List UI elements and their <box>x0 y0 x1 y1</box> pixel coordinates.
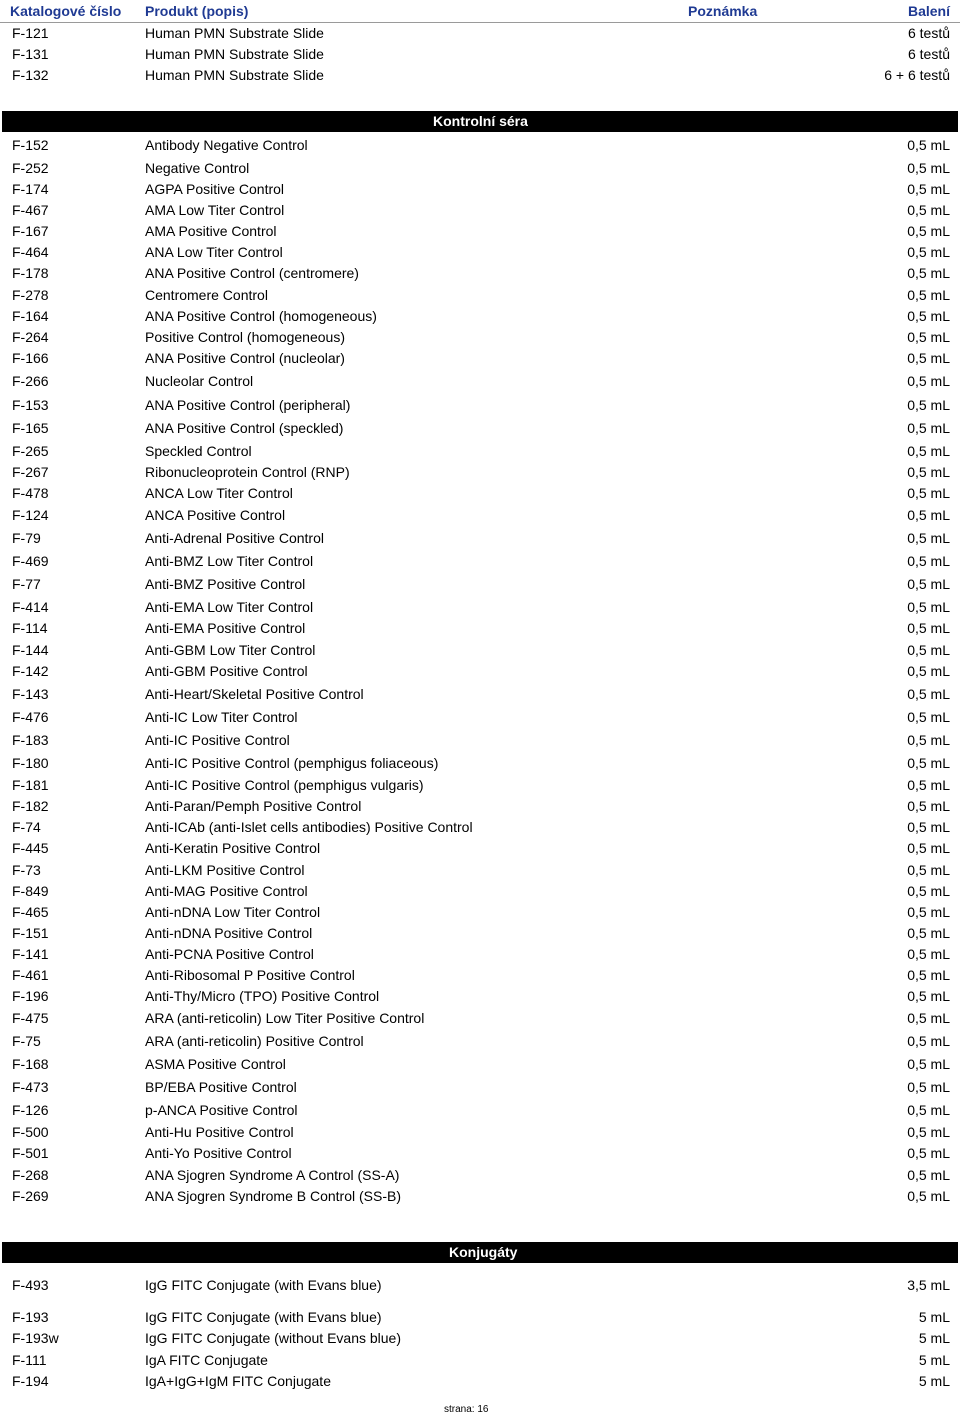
product-pack: 0,5 mL <box>907 777 950 793</box>
table-row <box>0 597 960 618</box>
product-code: F-75 <box>12 1033 41 1049</box>
product-code: F-181 <box>12 777 49 793</box>
product-pack: 0,5 mL <box>907 265 950 281</box>
product-name: ANA Positive Control (centromere) <box>145 265 359 281</box>
product-name: Anti-Yo Positive Control <box>145 1145 292 1161</box>
product-name: Anti-Hu Positive Control <box>145 1124 294 1140</box>
product-code: F-445 <box>12 840 49 856</box>
product-code: F-194 <box>12 1373 49 1389</box>
product-pack: 0,5 mL <box>907 883 950 899</box>
product-code: F-849 <box>12 883 49 899</box>
product-code: F-167 <box>12 223 49 239</box>
product-code: F-476 <box>12 709 49 725</box>
table-row <box>0 902 960 923</box>
product-code: F-180 <box>12 755 49 771</box>
table-row <box>0 684 960 705</box>
table-row <box>0 1077 960 1098</box>
table-row <box>0 986 960 1007</box>
product-name: ANCA Positive Control <box>145 507 286 523</box>
product-name: AGPA Positive Control <box>145 181 285 197</box>
product-code: F-165 <box>12 420 49 436</box>
table-row <box>0 1307 960 1328</box>
table-row <box>0 371 960 392</box>
product-pack: 0,5 mL <box>907 329 950 345</box>
product-code: F-168 <box>12 1056 49 1072</box>
table-row <box>0 1008 960 1029</box>
table-row <box>0 505 960 526</box>
product-name: Anti-IC Positive Control (pemphigus foliaceous) <box>145 755 439 771</box>
product-pack: 0,5 mL <box>907 686 950 702</box>
product-name: Anti-Paran/Pemph Positive Control <box>145 798 362 814</box>
product-pack: 0,5 mL <box>907 663 950 679</box>
table-row <box>0 965 960 986</box>
product-code: F-114 <box>12 620 48 636</box>
product-code: F-414 <box>12 599 49 615</box>
product-name: Anti-PCNA Positive Control <box>145 946 314 962</box>
product-pack: 0,5 mL <box>907 709 950 725</box>
product-pack: 0,5 mL <box>907 755 950 771</box>
product-pack: 0,5 mL <box>907 1102 950 1118</box>
product-pack: 6 testů <box>907 25 950 41</box>
table-row <box>0 242 960 263</box>
product-code: F-166 <box>12 350 49 366</box>
product-pack: 5 mL <box>918 1352 950 1368</box>
table-header <box>0 0 960 23</box>
table-row <box>0 1371 960 1392</box>
product-code: F-141 <box>12 946 49 962</box>
product-code: F-465 <box>12 904 49 920</box>
product-name: Anti-MAG Positive Control <box>145 883 308 899</box>
table-row <box>0 179 960 200</box>
product-name: ANCA Low Titer Control <box>145 485 293 501</box>
table-row <box>0 640 960 661</box>
product-name: Anti-Heart/Skeletal Positive Control <box>145 686 364 702</box>
table-row <box>0 327 960 348</box>
product-code: F-152 <box>12 137 49 153</box>
product-code: F-196 <box>12 988 49 1004</box>
header-pack: Balení <box>907 3 950 19</box>
product-code: F-264 <box>12 329 49 345</box>
table-row <box>0 263 960 284</box>
table-row <box>0 775 960 796</box>
product-code: F-164 <box>12 308 49 324</box>
product-name: Anti-EMA Positive Control <box>145 620 306 636</box>
product-pack: 0,5 mL <box>907 967 950 983</box>
product-code: F-267 <box>12 464 49 480</box>
product-name: Anti-BMZ Low Titer Control <box>145 553 314 569</box>
product-code: F-111 <box>12 1352 47 1368</box>
product-name: Ribonucleoprotein Control (RNP) <box>145 464 350 480</box>
product-pack: 0,5 mL <box>907 350 950 366</box>
product-pack: 0,5 mL <box>907 181 950 197</box>
table-row <box>0 221 960 242</box>
product-code: F-252 <box>12 160 49 176</box>
product-name: Anti-IC Low Titer Control <box>145 709 298 725</box>
header-product: Produkt (popis) <box>145 3 249 19</box>
table-row <box>0 285 960 306</box>
table-row <box>0 796 960 817</box>
table-row <box>0 528 960 549</box>
product-code: F-473 <box>12 1079 49 1095</box>
product-name: Anti-BMZ Positive Control <box>145 576 306 592</box>
table-row <box>0 1350 960 1371</box>
header-catalog: Katalogové číslo <box>10 3 122 19</box>
product-code: F-77 <box>12 576 41 592</box>
product-code: F-79 <box>12 530 41 546</box>
product-name: Anti-GBM Low Titer Control <box>145 642 316 658</box>
product-pack: 0,5 mL <box>907 1033 950 1049</box>
product-name: Anti-IC Positive Control <box>145 732 290 748</box>
product-name: ANA Positive Control (nucleolar) <box>145 350 345 366</box>
product-name: Centromere Control <box>145 287 268 303</box>
product-code: F-121 <box>12 25 49 41</box>
product-pack: 3,5 mL <box>907 1277 950 1293</box>
product-name: ANA Sjogren Syndrome A Control (SS-A) <box>145 1167 400 1183</box>
product-name: Human PMN Substrate Slide <box>145 67 324 83</box>
section-title: Kontrolní séra <box>433 113 528 129</box>
product-pack: 5 mL <box>918 1330 950 1346</box>
product-name: p-ANCA Positive Control <box>145 1102 298 1118</box>
product-pack: 0,5 mL <box>907 1056 950 1072</box>
product-code: F-182 <box>12 798 49 814</box>
table-row <box>0 551 960 572</box>
product-code: F-500 <box>12 1124 49 1140</box>
table-row <box>0 661 960 682</box>
section-title: Konjugáty <box>449 1244 518 1260</box>
table-row <box>0 1275 960 1296</box>
table-row <box>0 618 960 639</box>
product-name: IgG FITC Conjugate (with Evans blue) <box>145 1277 382 1293</box>
product-pack: 0,5 mL <box>907 223 950 239</box>
product-name: Anti-LKM Positive Control <box>145 862 305 878</box>
product-code: F-151 <box>12 925 49 941</box>
table-row <box>0 574 960 595</box>
product-name: ASMA Positive Control <box>145 1056 286 1072</box>
table-row <box>0 881 960 902</box>
table-row <box>0 158 960 179</box>
table-row <box>0 462 960 483</box>
product-name: IgG FITC Conjugate (without Evans blue) <box>145 1330 402 1346</box>
product-code: F-73 <box>12 862 41 878</box>
product-pack: 6 + 6 testů <box>884 67 950 83</box>
product-pack: 0,5 mL <box>907 1124 950 1140</box>
product-name: IgA FITC Conjugate <box>145 1352 268 1368</box>
table-row <box>0 306 960 327</box>
product-code: F-183 <box>12 732 49 748</box>
product-pack: 0,5 mL <box>907 946 950 962</box>
product-pack: 0,5 mL <box>907 988 950 1004</box>
product-name: Anti-Ribosomal P Positive Control <box>145 967 355 983</box>
product-pack: 0,5 mL <box>907 160 950 176</box>
product-name: Anti-nDNA Positive Control <box>145 925 313 941</box>
product-name: Human PMN Substrate Slide <box>145 46 324 62</box>
header-note: Poznámka <box>688 3 758 19</box>
product-pack: 0,5 mL <box>907 464 950 480</box>
product-name: Positive Control (homogeneous) <box>145 329 345 345</box>
table-row <box>0 1165 960 1186</box>
product-pack: 0,5 mL <box>907 642 950 658</box>
product-code: F-469 <box>12 553 49 569</box>
product-pack: 0,5 mL <box>907 1079 950 1095</box>
product-code: F-74 <box>12 819 41 835</box>
section-conjugates <box>2 1242 958 1263</box>
table-row <box>0 1143 960 1164</box>
product-code: F-193w <box>12 1330 59 1346</box>
product-pack: 0,5 mL <box>907 443 950 459</box>
product-pack: 0,5 mL <box>907 798 950 814</box>
product-name: Anti-ICAb (anti-Islet cells antibodies) Positive Control <box>145 819 473 835</box>
product-pack: 0,5 mL <box>907 1188 950 1204</box>
product-name: Nucleolar Control <box>145 373 254 389</box>
product-code: F-126 <box>12 1102 49 1118</box>
table-row <box>0 348 960 369</box>
product-code: F-268 <box>12 1167 49 1183</box>
product-code: F-142 <box>12 663 49 679</box>
product-name: IgG FITC Conjugate (with Evans blue) <box>145 1309 382 1325</box>
product-name: Anti-Thy/Micro (TPO) Positive Control <box>145 988 380 1004</box>
product-name: ARA (anti-reticolin) Low Titer Positive Control <box>145 1010 425 1026</box>
table-row <box>0 923 960 944</box>
product-name: ARA (anti-reticolin) Positive Control <box>145 1033 364 1049</box>
product-name: ANA Positive Control (peripheral) <box>145 397 351 413</box>
product-code: F-193 <box>12 1309 49 1325</box>
table-row <box>0 200 960 221</box>
product-name: ANA Sjogren Syndrome B Control (SS-B) <box>145 1188 401 1204</box>
table-row <box>0 1122 960 1143</box>
product-pack: 0,5 mL <box>907 732 950 748</box>
product-code: F-475 <box>12 1010 49 1026</box>
product-pack: 0,5 mL <box>907 287 950 303</box>
product-code: F-269 <box>12 1188 49 1204</box>
product-code: F-124 <box>12 507 49 523</box>
product-name: Negative Control <box>145 160 250 176</box>
product-name: Anti-Keratin Positive Control <box>145 840 321 856</box>
product-code: F-131 <box>12 46 49 62</box>
table-row <box>0 483 960 504</box>
table-row <box>0 1328 960 1349</box>
product-name: ANA Positive Control (homogeneous) <box>145 308 377 324</box>
table-row <box>0 730 960 751</box>
table-row <box>0 1100 960 1121</box>
product-pack: 0,5 mL <box>907 373 950 389</box>
table-row <box>0 44 960 65</box>
product-name: Human PMN Substrate Slide <box>145 25 324 41</box>
product-code: F-132 <box>12 67 49 83</box>
table-row <box>0 817 960 838</box>
table-row <box>0 65 960 86</box>
product-name: IgA+IgG+IgM FITC Conjugate <box>145 1373 331 1389</box>
product-pack: 0,5 mL <box>907 925 950 941</box>
product-pack: 0,5 mL <box>907 202 950 218</box>
table-row <box>0 23 960 44</box>
section-control-sera <box>2 111 958 132</box>
product-pack: 0,5 mL <box>907 485 950 501</box>
product-name: Anti-IC Positive Control (pemphigus vulgaris) <box>145 777 424 793</box>
product-name: Anti-GBM Positive Control <box>145 663 308 679</box>
product-name: BP/EBA Positive Control <box>145 1079 297 1095</box>
table-row <box>0 1054 960 1075</box>
product-pack: 6 testů <box>907 46 950 62</box>
page-number: strana: 16 <box>444 1404 489 1415</box>
table-row <box>0 838 960 859</box>
product-pack: 5 mL <box>918 1309 950 1325</box>
product-pack: 0,5 mL <box>907 620 950 636</box>
product-code: F-278 <box>12 287 49 303</box>
product-pack: 0,5 mL <box>907 420 950 436</box>
product-code: F-467 <box>12 202 49 218</box>
product-code: F-174 <box>12 181 49 197</box>
product-pack: 0,5 mL <box>907 840 950 856</box>
product-name: Anti-EMA Low Titer Control <box>145 599 314 615</box>
product-code: F-144 <box>12 642 49 658</box>
product-code: F-493 <box>12 1277 49 1293</box>
product-name: ANA Low Titer Control <box>145 244 283 260</box>
product-pack: 0,5 mL <box>907 397 950 413</box>
table-row <box>0 135 960 156</box>
product-code: F-143 <box>12 686 49 702</box>
product-name: ANA Positive Control (speckled) <box>145 420 344 436</box>
product-pack: 5 mL <box>918 1373 950 1389</box>
product-pack: 0,5 mL <box>907 1145 950 1161</box>
product-name: Speckled Control <box>145 443 252 459</box>
product-code: F-478 <box>12 485 49 501</box>
product-pack: 0,5 mL <box>907 530 950 546</box>
product-pack: 0,5 mL <box>907 308 950 324</box>
product-pack: 0,5 mL <box>907 1167 950 1183</box>
product-code: F-461 <box>12 967 49 983</box>
product-pack: 0,5 mL <box>907 137 950 153</box>
product-name: Antibody Negative Control <box>145 137 308 153</box>
product-code: F-501 <box>12 1145 49 1161</box>
product-pack: 0,5 mL <box>907 904 950 920</box>
table-row <box>0 860 960 881</box>
product-name: Anti-Adrenal Positive Control <box>145 530 324 546</box>
product-code: F-178 <box>12 265 49 281</box>
table-row <box>0 418 960 439</box>
table-row <box>0 395 960 416</box>
product-pack: 0,5 mL <box>907 862 950 878</box>
table-row <box>0 1186 960 1207</box>
table-row <box>0 753 960 774</box>
table-row <box>0 441 960 462</box>
product-pack: 0,5 mL <box>907 576 950 592</box>
product-pack: 0,5 mL <box>907 819 950 835</box>
product-code: F-265 <box>12 443 49 459</box>
product-code: F-464 <box>12 244 49 260</box>
product-name: AMA Low Titer Control <box>145 202 285 218</box>
product-code: F-153 <box>12 397 49 413</box>
table-row <box>0 944 960 965</box>
product-pack: 0,5 mL <box>907 599 950 615</box>
product-pack: 0,5 mL <box>907 1010 950 1026</box>
product-name: AMA Positive Control <box>145 223 277 239</box>
product-name: Anti-nDNA Low Titer Control <box>145 904 321 920</box>
product-pack: 0,5 mL <box>907 244 950 260</box>
table-row <box>0 1031 960 1052</box>
table-row <box>0 707 960 728</box>
product-code: F-266 <box>12 373 49 389</box>
product-pack: 0,5 mL <box>907 507 950 523</box>
product-pack: 0,5 mL <box>907 553 950 569</box>
